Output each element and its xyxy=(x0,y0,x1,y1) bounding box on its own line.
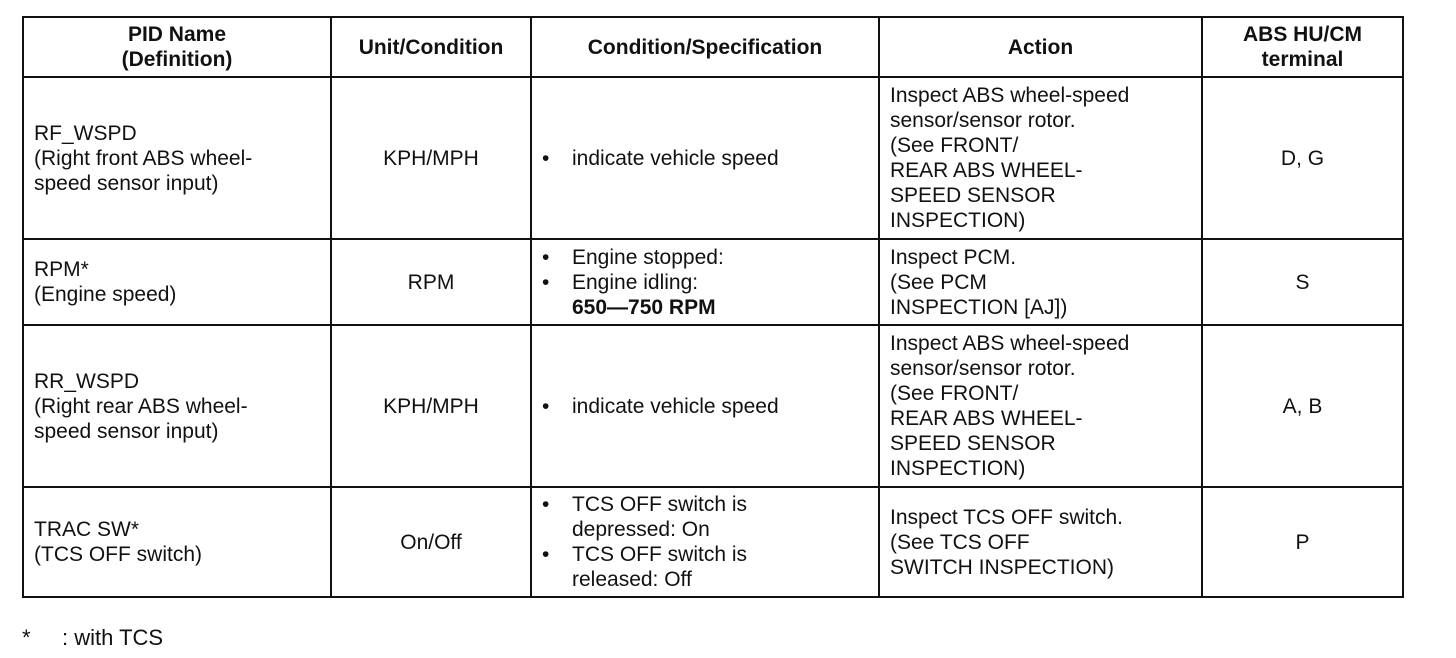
terminal-cell: S xyxy=(1202,239,1403,325)
condition-cell xyxy=(531,487,879,597)
table-row-trac-sw xyxy=(23,487,1403,597)
table-row-rf-wspd xyxy=(23,77,1403,239)
action-line: INSPECTION) xyxy=(890,457,1026,480)
action-line: INSPECTION [AJ]) xyxy=(890,295,1068,319)
header-pid-name-line2: (Definition) xyxy=(121,48,233,71)
pid-definition-line: speed sensor input) xyxy=(34,419,219,443)
unit-cell: RPM xyxy=(331,239,531,325)
table-row-rpm xyxy=(23,239,1403,325)
pid-definition-line: (Engine speed) xyxy=(34,283,177,306)
pid-definition-line: (TCS OFF switch) xyxy=(34,543,202,566)
condition-list xyxy=(542,146,868,171)
condition-list xyxy=(542,394,868,419)
header-pid-name-line1: PID Name xyxy=(127,23,227,46)
condition-item xyxy=(542,270,868,320)
header-terminal-line1: ABS HU/CM xyxy=(1243,23,1362,46)
header-terminal xyxy=(1202,17,1403,77)
condition-spec-value: 650—750 RPM xyxy=(572,295,716,319)
pid-cell xyxy=(23,239,331,325)
header-terminal-line2: terminal xyxy=(1261,48,1344,71)
header-pid-name xyxy=(23,17,331,77)
condition-item: • Engine stopped: xyxy=(542,245,868,270)
footnote-asterisk: * xyxy=(22,625,31,650)
condition-cell xyxy=(531,325,879,487)
pid-table xyxy=(22,16,1404,598)
action-line: Inspect ABS wheel-speed xyxy=(890,84,1130,107)
pid-cell xyxy=(23,487,331,597)
header-row xyxy=(23,17,1403,77)
footnote-text: : with TCS xyxy=(62,625,164,650)
condition-cell xyxy=(531,77,879,239)
action-line: INSPECTION) xyxy=(890,209,1026,232)
action-line: SPEED SENSOR xyxy=(890,184,1056,207)
table-row-rr-wspd xyxy=(23,325,1403,487)
action-line: sensor/sensor rotor. xyxy=(890,357,1076,380)
action-line: (See TCS OFF xyxy=(890,530,1030,554)
header-condition-specification: Condition/Specification xyxy=(531,17,879,77)
action-line: SWITCH INSPECTION) xyxy=(890,555,1114,579)
terminal-cell: P xyxy=(1202,487,1403,597)
condition-list xyxy=(542,245,868,320)
action-line: REAR ABS WHEEL- xyxy=(890,159,1083,182)
condition-item-line: • TCS OFF switch is xyxy=(572,543,748,566)
action-cell xyxy=(879,325,1202,487)
header-action: Action xyxy=(879,17,1202,77)
pid-name: RR_WSPD xyxy=(34,369,140,393)
pid-cell xyxy=(23,325,331,487)
action-line: (See PCM xyxy=(890,270,987,294)
condition-item-text: • Engine idling: xyxy=(572,270,699,294)
terminal-cell: A, B xyxy=(1202,325,1403,487)
action-cell xyxy=(879,487,1202,597)
condition-item-line: released: Off xyxy=(572,568,692,591)
action-cell xyxy=(879,239,1202,325)
condition-item: • indicate vehicle speed xyxy=(542,394,868,419)
action-line: Inspect ABS wheel-speed xyxy=(890,332,1130,355)
action-line: Inspect PCM. xyxy=(890,245,1017,269)
condition-item-line: • TCS OFF switch is xyxy=(572,493,748,516)
action-line: SPEED SENSOR xyxy=(890,432,1056,455)
condition-item xyxy=(542,542,868,592)
pid-name: RF_WSPD xyxy=(34,121,137,145)
pid-name: RPM* xyxy=(34,258,89,281)
action-line: (See FRONT/ xyxy=(890,382,1019,405)
unit-cell: KPH/MPH xyxy=(331,77,531,239)
unit-cell: On/Off xyxy=(331,487,531,597)
pid-definition-line: speed sensor input) xyxy=(34,171,219,195)
pid-name: TRAC SW* xyxy=(34,518,139,541)
footnote xyxy=(22,625,163,651)
condition-item: • indicate vehicle speed xyxy=(542,146,868,171)
header-unit-condition: Unit/Condition xyxy=(331,17,531,77)
action-line: sensor/sensor rotor. xyxy=(890,109,1076,132)
action-line: Inspect TCS OFF switch. xyxy=(890,505,1123,529)
unit-cell: KPH/MPH xyxy=(331,325,531,487)
pid-definition-line: (Right rear ABS wheel- xyxy=(34,394,248,418)
action-line: (See FRONT/ xyxy=(890,134,1019,157)
condition-item-line: depressed: On xyxy=(572,518,710,541)
condition-cell xyxy=(531,239,879,325)
pid-cell xyxy=(23,77,331,239)
pid-definition-line: (Right front ABS wheel- xyxy=(34,146,253,170)
condition-item xyxy=(542,492,868,542)
terminal-cell: D, G xyxy=(1202,77,1403,239)
action-line: REAR ABS WHEEL- xyxy=(890,407,1083,430)
condition-list xyxy=(542,492,868,592)
action-cell xyxy=(879,77,1202,239)
